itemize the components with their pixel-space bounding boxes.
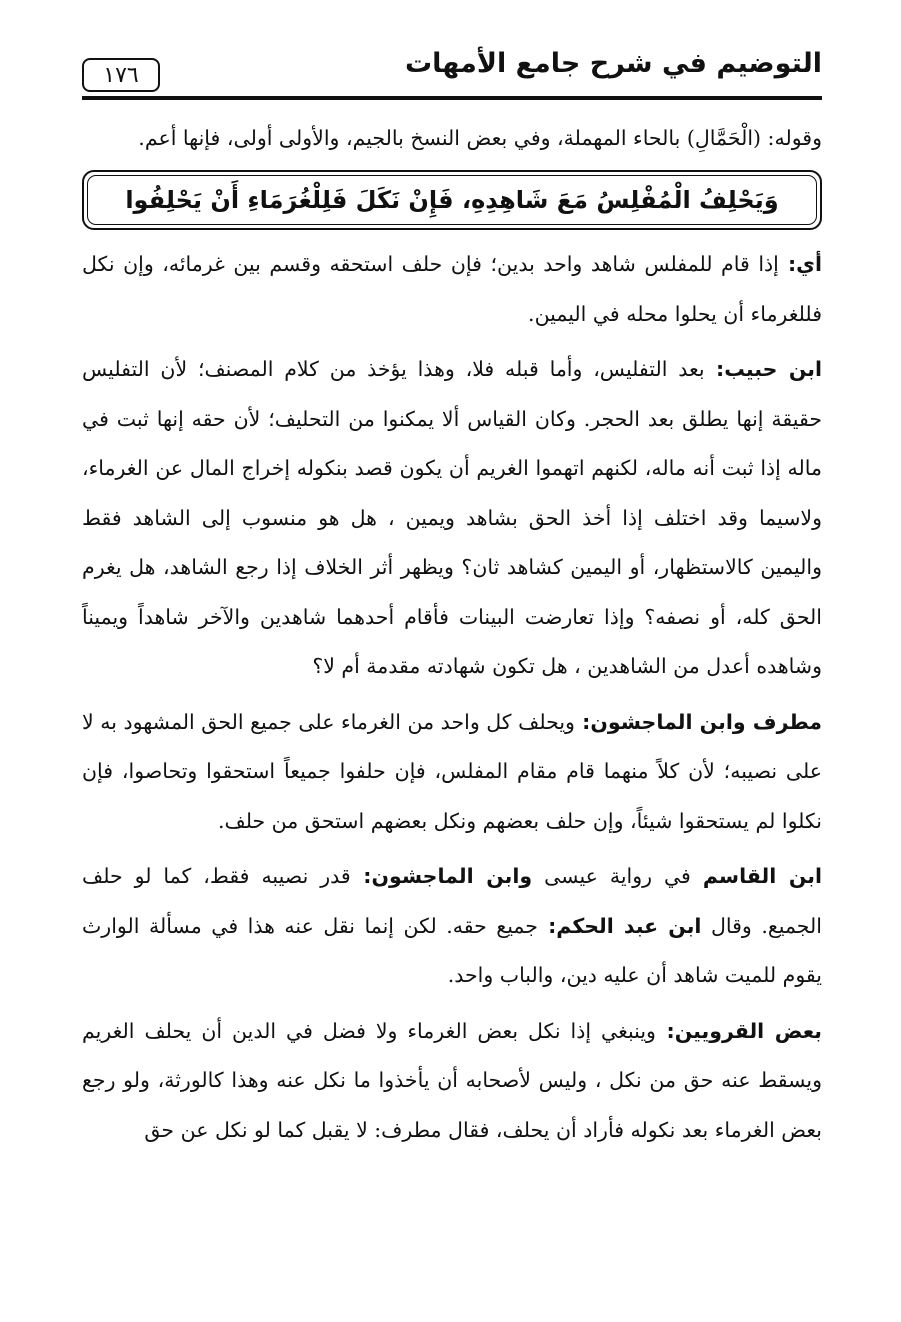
scholar-name: بعض القرويين: [655, 1018, 822, 1043]
header-rule [82, 96, 822, 100]
running-header [82, 40, 822, 100]
page-body [82, 112, 822, 1161]
intro-paragraph [82, 112, 822, 164]
matn-text: وَيَحْلِفُ الْمُفْلِسُ مَعَ شَاهِدِهِ، فَإِنْ نَكَلَ فَلِلْغُرَمَاءِ أَنْ يَحْلِفُوا [87, 175, 817, 225]
paragraph-text: جميع حقه. لكن إنما نقل عنه هذا في مسألة الوارث يقوم للميت شاهد أن عليه دين، والباب واحد. [82, 913, 822, 987]
commentary-paragraph-5 [82, 1007, 822, 1156]
paragraph-text: بعد التفليس، وأما قبله فلا، وهذا يؤخذ من كلام المصنف؛ لأن التفليس حقيقة إنها يطلق بعد الحجر. وكان القياس ألا يمكنوا من التحليف؛ لأن حقه إنها ثبت في ماله إذا ثبت أنه ماله، لكنهم اتهموا الغريم أن يكون قصد بنكوله إخراج المال عن الغرماء، ولاسيما وقد اختلف إذا أخذ الحق بشاهد ويمين ، هل هو منسوب إلى الشاهد فقط واليمين كالاستظهار، أو اليمين كشاهد ثان؟ ويظهر أثر الخلاف إذا رجع الشاهد، هل يغرم الحق كله، أو نصفه؟ وإذا تعارضت البينات فأقام أحدهما شاهدين والآخر شاهداً ويميناً وشاهده أعدل من الشاهدين ، هل تكون شهادته مقدمة أم لا؟ [82, 357, 822, 678]
commentary-paragraph-4 [82, 852, 822, 1001]
scholar-name: وابن الماجشون: [350, 864, 533, 888]
book-title: التوضيم في شرح جامع الأمهات [405, 48, 822, 79]
paragraph-text: في رواية عيسى [532, 864, 703, 888]
intro-text: وقوله: (الْحَمَّالِ) بالحاء المهملة، وفي بعض النسخ بالجيم، والأولى أولى، فإنها أعم. [138, 126, 822, 150]
paragraph-text: وينبغي إذا نكل بعض الغرماء ولا فضل في الدين أن يحلف الغريم ويسقط عنه حق من نكل ، وليس لأصحابه أن يأخذوا ما نكل عنه وهذا كالورثة، ولو رجع بعض الغرماء بعد نكوله فأراد أن يحلف، فقال مطرف: لا يقبل كما لو نكل عن حق [82, 1018, 822, 1142]
paragraph-text: إذا قام للمفلس شاهد واحد بدين؛ فإن حلف استحقه وقسم بين غرمائه، وإن نكل فللغرماء أن يحلوا محله في اليمين. [82, 252, 822, 326]
commentary-paragraph-3 [82, 698, 822, 847]
scholar-name: مطرف وابن الماجشون: [574, 709, 822, 734]
paragraph-lead: أي: [778, 252, 822, 276]
paragraph-text: ويحلف كل واحد من الغرماء على جميع الحق المشهود به لا على نصيبه؛ لأن كلاً منهما قام مقام المفلس، فإن حلفوا جميعاً استحقوا وتحاصوا، فإن نكلوا لم يستحقوا شيئاً، وإن حلف بعضهم ونكل بعضهم استحق من حلف. [82, 709, 822, 833]
scholar-name: ابن القاسم [702, 864, 822, 888]
commentary-paragraph-2 [82, 345, 822, 692]
commentary-paragraph-1 [82, 240, 822, 339]
matn-frame [82, 170, 822, 230]
paragraph-text: قدر نصيبه فقط، كما لو حلف الجميع. وقال [82, 864, 822, 938]
scholar-name: ابن حبيب: [704, 357, 822, 381]
scholar-name: ابن عبد الحكم: [537, 913, 702, 938]
page-number: ١٧٦ [82, 58, 160, 92]
